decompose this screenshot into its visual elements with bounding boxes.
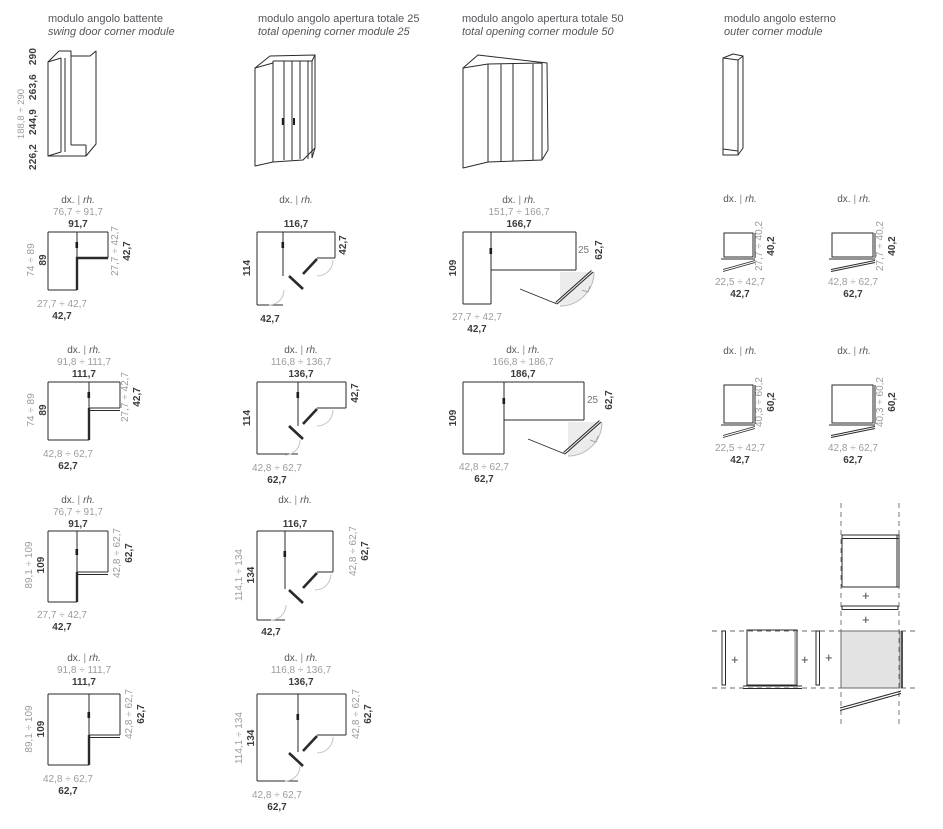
width-max: 91,7 — [68, 219, 88, 230]
bottom-range: 22,5 ÷ 42,7 — [715, 277, 765, 288]
plus-sign: + — [862, 612, 870, 627]
bottom-range: 27,7 ÷ 42,7 — [452, 312, 502, 323]
rh-label: rh. — [83, 495, 95, 506]
column-header-total-25 — [258, 13, 419, 39]
bottom-range: 42,8 ÷ 62,7 — [43, 774, 93, 785]
column-header-swing — [48, 13, 175, 39]
right-max: 60,2 — [766, 392, 777, 412]
dx-rh-label — [794, 346, 914, 357]
height-range: 188,8 ÷ 290 — [16, 88, 27, 140]
right-range: 27,7 ÷ 40,2 — [875, 221, 886, 271]
bottom-range: 42,8 ÷ 62,7 — [252, 463, 302, 474]
bottom-max: 42,7 — [730, 289, 750, 300]
rh-label: rh. — [83, 195, 95, 206]
swing-module-isometric — [38, 46, 113, 171]
bottom-max: 42,7 — [730, 455, 750, 466]
folding-door-leaf — [303, 573, 317, 588]
dx-rh-label — [463, 345, 583, 356]
dx-label: dx. — [61, 195, 75, 206]
open-door-line — [723, 261, 755, 270]
open-door-leaf — [520, 289, 557, 304]
left-max: 109 — [36, 720, 47, 738]
plus-sign: + — [862, 588, 870, 603]
plan-drawing — [255, 230, 375, 335]
rh-label: rh. — [301, 195, 313, 206]
dx-label: dx. — [284, 653, 298, 664]
dx-rh-label — [18, 495, 138, 506]
dx-label: dx. — [723, 346, 737, 357]
open-door-line — [831, 429, 875, 438]
door-swing-arc — [317, 260, 333, 276]
dx-rh-label — [18, 195, 138, 206]
left-range: 89,1 ÷ 109 — [24, 541, 35, 589]
door-handle — [76, 242, 79, 248]
door-handle — [88, 392, 91, 398]
left-range: 74 ÷ 89 — [26, 243, 37, 277]
right-range: 27,7 ÷ 42,7 — [120, 372, 131, 422]
rh-label: rh. — [859, 194, 871, 205]
door-swing-arc — [285, 440, 300, 455]
folding-door-leaf — [289, 276, 303, 289]
bottom-range: 22,5 ÷ 42,7 — [715, 443, 765, 454]
outer-corner-panel-isometric — [706, 46, 756, 171]
side-dimension-left — [24, 534, 48, 596]
bottom-max: 62,7 — [267, 802, 287, 813]
upper-cabinet-plan — [842, 535, 899, 587]
dx-rh-label — [459, 195, 579, 206]
width-range: 76,7 ÷ 91,7 — [53, 207, 103, 218]
column-header-total-50 — [462, 13, 623, 39]
plan-outline — [48, 382, 120, 440]
rh-label: rh. — [859, 346, 871, 357]
open-door-line — [723, 427, 755, 436]
side-dimension-left — [448, 255, 460, 281]
open-door-leaf — [528, 439, 565, 454]
total-25-module-isometric — [252, 46, 342, 171]
right-max: 42,7 — [350, 383, 361, 403]
dx-rh-separator: | — [300, 345, 304, 356]
width-range: 91,8 ÷ 111,7 — [56, 665, 112, 676]
dx-rh-separator: | — [295, 195, 299, 206]
header-italian: modulo angolo apertura totale 50 — [462, 13, 624, 25]
rh-label: rh. — [524, 195, 536, 206]
dx-rh-separator: | — [77, 495, 81, 506]
dx-rh-separator: | — [853, 194, 857, 205]
right-range: 40,3 ÷ 60,2 — [875, 377, 886, 427]
dx-label: dx. — [278, 495, 292, 506]
door-handle — [490, 248, 493, 254]
plan-outline — [48, 694, 120, 765]
door-swing-arc — [285, 766, 300, 781]
plan-drawing — [46, 230, 146, 325]
plus-sign: + — [825, 650, 833, 665]
right-max: 42,7 — [122, 241, 133, 261]
left-max: 89 — [38, 254, 49, 266]
width-max: 186,7 — [510, 369, 536, 380]
folding-door-leaf — [303, 409, 317, 424]
filler-panel-vertical — [722, 631, 726, 685]
dx-rh-separator: | — [83, 653, 87, 664]
width-max: 111,7 — [72, 369, 96, 380]
left-max: 109 — [36, 556, 47, 574]
header-english: outer corner module — [724, 26, 823, 38]
bottom-range: 27,7 ÷ 42,7 — [37, 610, 87, 621]
left-max: 109 — [448, 259, 459, 277]
plan-drawing — [712, 231, 772, 283]
width-dimension — [236, 207, 356, 231]
side-dimension-left — [242, 253, 254, 283]
width-dimension — [241, 665, 361, 689]
left-max: 134 — [246, 566, 257, 584]
dx-rh-label — [680, 346, 800, 357]
dx-rh-separator: | — [77, 195, 81, 206]
bottom-range: 42,8 ÷ 62,7 — [828, 443, 878, 454]
plan-drawing — [461, 230, 636, 350]
dx-rh-separator: | — [522, 345, 526, 356]
bottom-max: 42,7 — [467, 324, 487, 335]
corner-module-plan — [841, 631, 900, 688]
door-handle — [88, 712, 91, 718]
width-dimension — [459, 207, 579, 231]
open-door-line — [723, 263, 755, 272]
filler-panel-vertical — [816, 631, 820, 685]
plan-drawing — [820, 231, 895, 283]
plan-drawing — [46, 529, 146, 641]
side-dimension-left — [24, 698, 48, 760]
folding-door-leaf — [303, 259, 317, 274]
bottom-max: 42,7 — [261, 627, 281, 638]
folding-door-leaf — [289, 590, 303, 603]
width-range: 116,8 ÷ 136,7 — [270, 357, 332, 368]
width-dimension — [463, 357, 583, 381]
width-range: 116,8 ÷ 136,7 — [270, 665, 332, 676]
dx-label: dx. — [506, 345, 520, 356]
rh-label: rh. — [300, 495, 312, 506]
left-max: 134 — [246, 729, 257, 747]
bottom-max: 42,7 — [52, 622, 72, 633]
door-handle — [297, 714, 300, 720]
width-range: 151,7 ÷ 166,7 — [488, 207, 550, 218]
left-range: 114,1 ÷ 134 — [234, 712, 245, 765]
door-handle — [293, 118, 295, 125]
open-door-line — [831, 261, 875, 270]
rh-label: rh. — [745, 346, 757, 357]
width-max: 116,7 — [283, 219, 309, 230]
right-max: 60,2 — [887, 392, 898, 412]
dx-label: dx. — [502, 195, 516, 206]
door-front-line — [77, 258, 108, 290]
rh-label: rh. — [306, 345, 318, 356]
width-max: 91,7 — [68, 519, 88, 530]
dx-rh-label — [241, 653, 361, 664]
right-max: 62,7 — [604, 390, 615, 410]
right-range: 27,7 ÷ 42,7 — [110, 226, 121, 276]
right-max: 62,7 — [124, 543, 135, 563]
header-italian: modulo angolo apertura totale 25 — [258, 13, 420, 25]
right-max: 40,2 — [887, 236, 898, 256]
width-max: 111,7 — [72, 677, 96, 688]
open-door-line — [831, 427, 875, 436]
open-door-line — [831, 263, 875, 272]
door-handle — [76, 549, 79, 555]
panel-outline — [724, 385, 753, 423]
filler-panel-horizontal — [842, 606, 898, 610]
plus-sign: + — [731, 652, 739, 667]
bottom-max: 62,7 — [843, 289, 863, 300]
right-range: 42,8 ÷ 62,7 — [124, 689, 135, 739]
dx-rh-label — [235, 495, 355, 506]
width-range — [236, 207, 356, 219]
door-handle — [503, 398, 506, 404]
dx-rh-label — [24, 345, 144, 356]
dx-rh-separator: | — [853, 346, 857, 357]
dx-rh-separator: | — [739, 194, 743, 205]
plan-drawing — [255, 692, 385, 812]
width-dimension — [235, 507, 355, 531]
dx-rh-label — [680, 194, 800, 205]
folding-door-leaf — [303, 736, 317, 751]
bottom-range: 42,8 ÷ 62,7 — [459, 462, 509, 473]
bottom-max: 62,7 — [267, 475, 287, 486]
right-range: 40,3 ÷ 60,2 — [754, 377, 765, 427]
right-max: 62,7 — [360, 541, 371, 561]
width-max: 136,7 — [288, 369, 314, 380]
bottom-range: 27,7 ÷ 42,7 — [37, 299, 87, 310]
left-range: 74 ÷ 89 — [26, 393, 37, 427]
dx-rh-separator: | — [300, 653, 304, 664]
width-max: 136,7 — [288, 677, 314, 688]
folding-door-leaf — [289, 753, 303, 766]
width-range: 166,8 ÷ 186,7 — [492, 357, 554, 368]
plan-outline — [463, 232, 576, 304]
dx-rh-separator: | — [518, 195, 522, 206]
column-header-outer — [724, 13, 836, 39]
left-max: 89 — [38, 404, 49, 416]
bottom-max: 62,7 — [474, 474, 494, 485]
plan-drawing — [255, 529, 385, 649]
plan-drawing — [46, 380, 156, 475]
dx-label: dx. — [279, 195, 293, 206]
bottom-range: 42,8 ÷ 62,7 — [252, 790, 302, 801]
right-range: 42,8 ÷ 62,7 — [348, 526, 359, 576]
right-range: 27,7 ÷ 40,2 — [754, 221, 765, 271]
dx-label: dx. — [837, 194, 851, 205]
cabinet-outline — [255, 55, 315, 166]
rh-label: rh. — [745, 194, 757, 205]
panel-outline — [724, 233, 753, 257]
dx-label: dx. — [284, 345, 298, 356]
bottom-max: 62,7 — [58, 461, 78, 472]
dx-label: dx. — [837, 346, 851, 357]
bottom-max: 42,7 — [260, 314, 280, 325]
door-swing-arc — [317, 410, 333, 426]
width-max: 116,7 — [282, 519, 308, 530]
dx-rh-separator: | — [83, 345, 87, 356]
plan-outline — [257, 531, 333, 620]
depth-25-label: 25 — [587, 395, 599, 406]
door-swing-arc — [317, 737, 333, 753]
side-dimension-left — [448, 405, 460, 431]
door-handle — [282, 118, 284, 125]
rh-label: rh. — [89, 345, 101, 356]
cabinet-outline — [463, 55, 548, 168]
left-max: 114 — [242, 259, 253, 277]
width-dimension — [241, 357, 361, 381]
rh-label: rh. — [306, 653, 318, 664]
width-range — [235, 507, 355, 519]
height-dimensions — [16, 47, 40, 170]
bottom-max: 62,7 — [58, 786, 78, 797]
bottom-range: 42,8 ÷ 62,7 — [43, 449, 93, 460]
plan-outline — [257, 382, 346, 454]
dx-label: dx. — [67, 653, 81, 664]
bottom-max: 42,7 — [52, 311, 72, 322]
header-italian: modulo angolo battente — [48, 13, 163, 25]
dx-label: dx. — [61, 495, 75, 506]
plan-drawing — [255, 380, 385, 485]
header-english: total opening corner module 25 — [258, 26, 410, 38]
dx-rh-label — [241, 345, 361, 356]
plan-drawing — [820, 383, 895, 447]
open-door-line — [840, 694, 901, 711]
height-values: 226,2 244,9 263,6 290 — [28, 47, 39, 170]
panel-outline — [832, 385, 873, 423]
width-range: 76,7 ÷ 91,7 — [53, 507, 103, 518]
plan-drawing — [712, 383, 772, 447]
cabinet-outline — [48, 51, 96, 156]
left-range: 114,1 ÷ 134 — [234, 549, 245, 602]
dx-label: dx. — [67, 345, 81, 356]
width-range: 91,8 ÷ 111,7 — [56, 357, 112, 368]
left-cabinet-plan — [747, 630, 797, 685]
plan-outline — [463, 382, 584, 454]
plan-drawing — [46, 692, 156, 804]
dx-rh-label — [24, 653, 144, 664]
dx-rh-label — [794, 194, 914, 205]
right-range: 42,8 ÷ 62,7 — [112, 528, 123, 578]
rh-label: rh. — [89, 653, 101, 664]
plan-outline — [257, 232, 335, 305]
header-italian: modulo angolo esterno — [724, 13, 836, 25]
dx-label: dx. — [723, 194, 737, 205]
rh-label: rh. — [528, 345, 540, 356]
dx-rh-label — [236, 195, 356, 206]
folding-door-leaf — [289, 426, 303, 439]
plan-drawing — [461, 380, 646, 500]
bottom-max: 62,7 — [843, 455, 863, 466]
dx-rh-separator: | — [739, 346, 743, 357]
plus-sign: + — [801, 652, 809, 667]
left-range: 89,1 ÷ 109 — [24, 705, 35, 753]
door-swing-arc — [269, 290, 284, 305]
door-handle — [282, 242, 285, 248]
door-handle — [297, 392, 300, 398]
right-range: 42,8 ÷ 62,7 — [351, 689, 362, 739]
composition-drawing — [700, 495, 943, 800]
header-english: swing door corner module — [48, 26, 175, 38]
right-max: 62,7 — [136, 704, 147, 724]
open-door-line — [723, 429, 755, 438]
left-max: 114 — [242, 409, 253, 427]
right-max: 62,7 — [594, 240, 605, 260]
panel-outline — [723, 54, 743, 155]
dx-rh-separator: | — [294, 495, 298, 506]
total-50-module-isometric — [458, 46, 563, 176]
header-english: total opening corner module 50 — [462, 26, 614, 38]
panel-outline — [832, 233, 873, 257]
door-handle — [284, 551, 287, 557]
door-swing-arc — [271, 605, 286, 620]
depth-25-label: 25 — [578, 245, 590, 256]
right-max: 40,2 — [766, 236, 777, 256]
door-swing-arc — [315, 574, 331, 590]
right-max: 42,7 — [338, 235, 349, 255]
side-dimension-left — [242, 403, 254, 433]
open-door-line — [840, 691, 901, 708]
bottom-range: 42,8 ÷ 62,7 — [828, 277, 878, 288]
left-max: 109 — [448, 409, 459, 427]
width-max: 166,7 — [506, 219, 532, 230]
right-max: 42,7 — [132, 387, 143, 407]
right-max: 62,7 — [363, 704, 374, 724]
